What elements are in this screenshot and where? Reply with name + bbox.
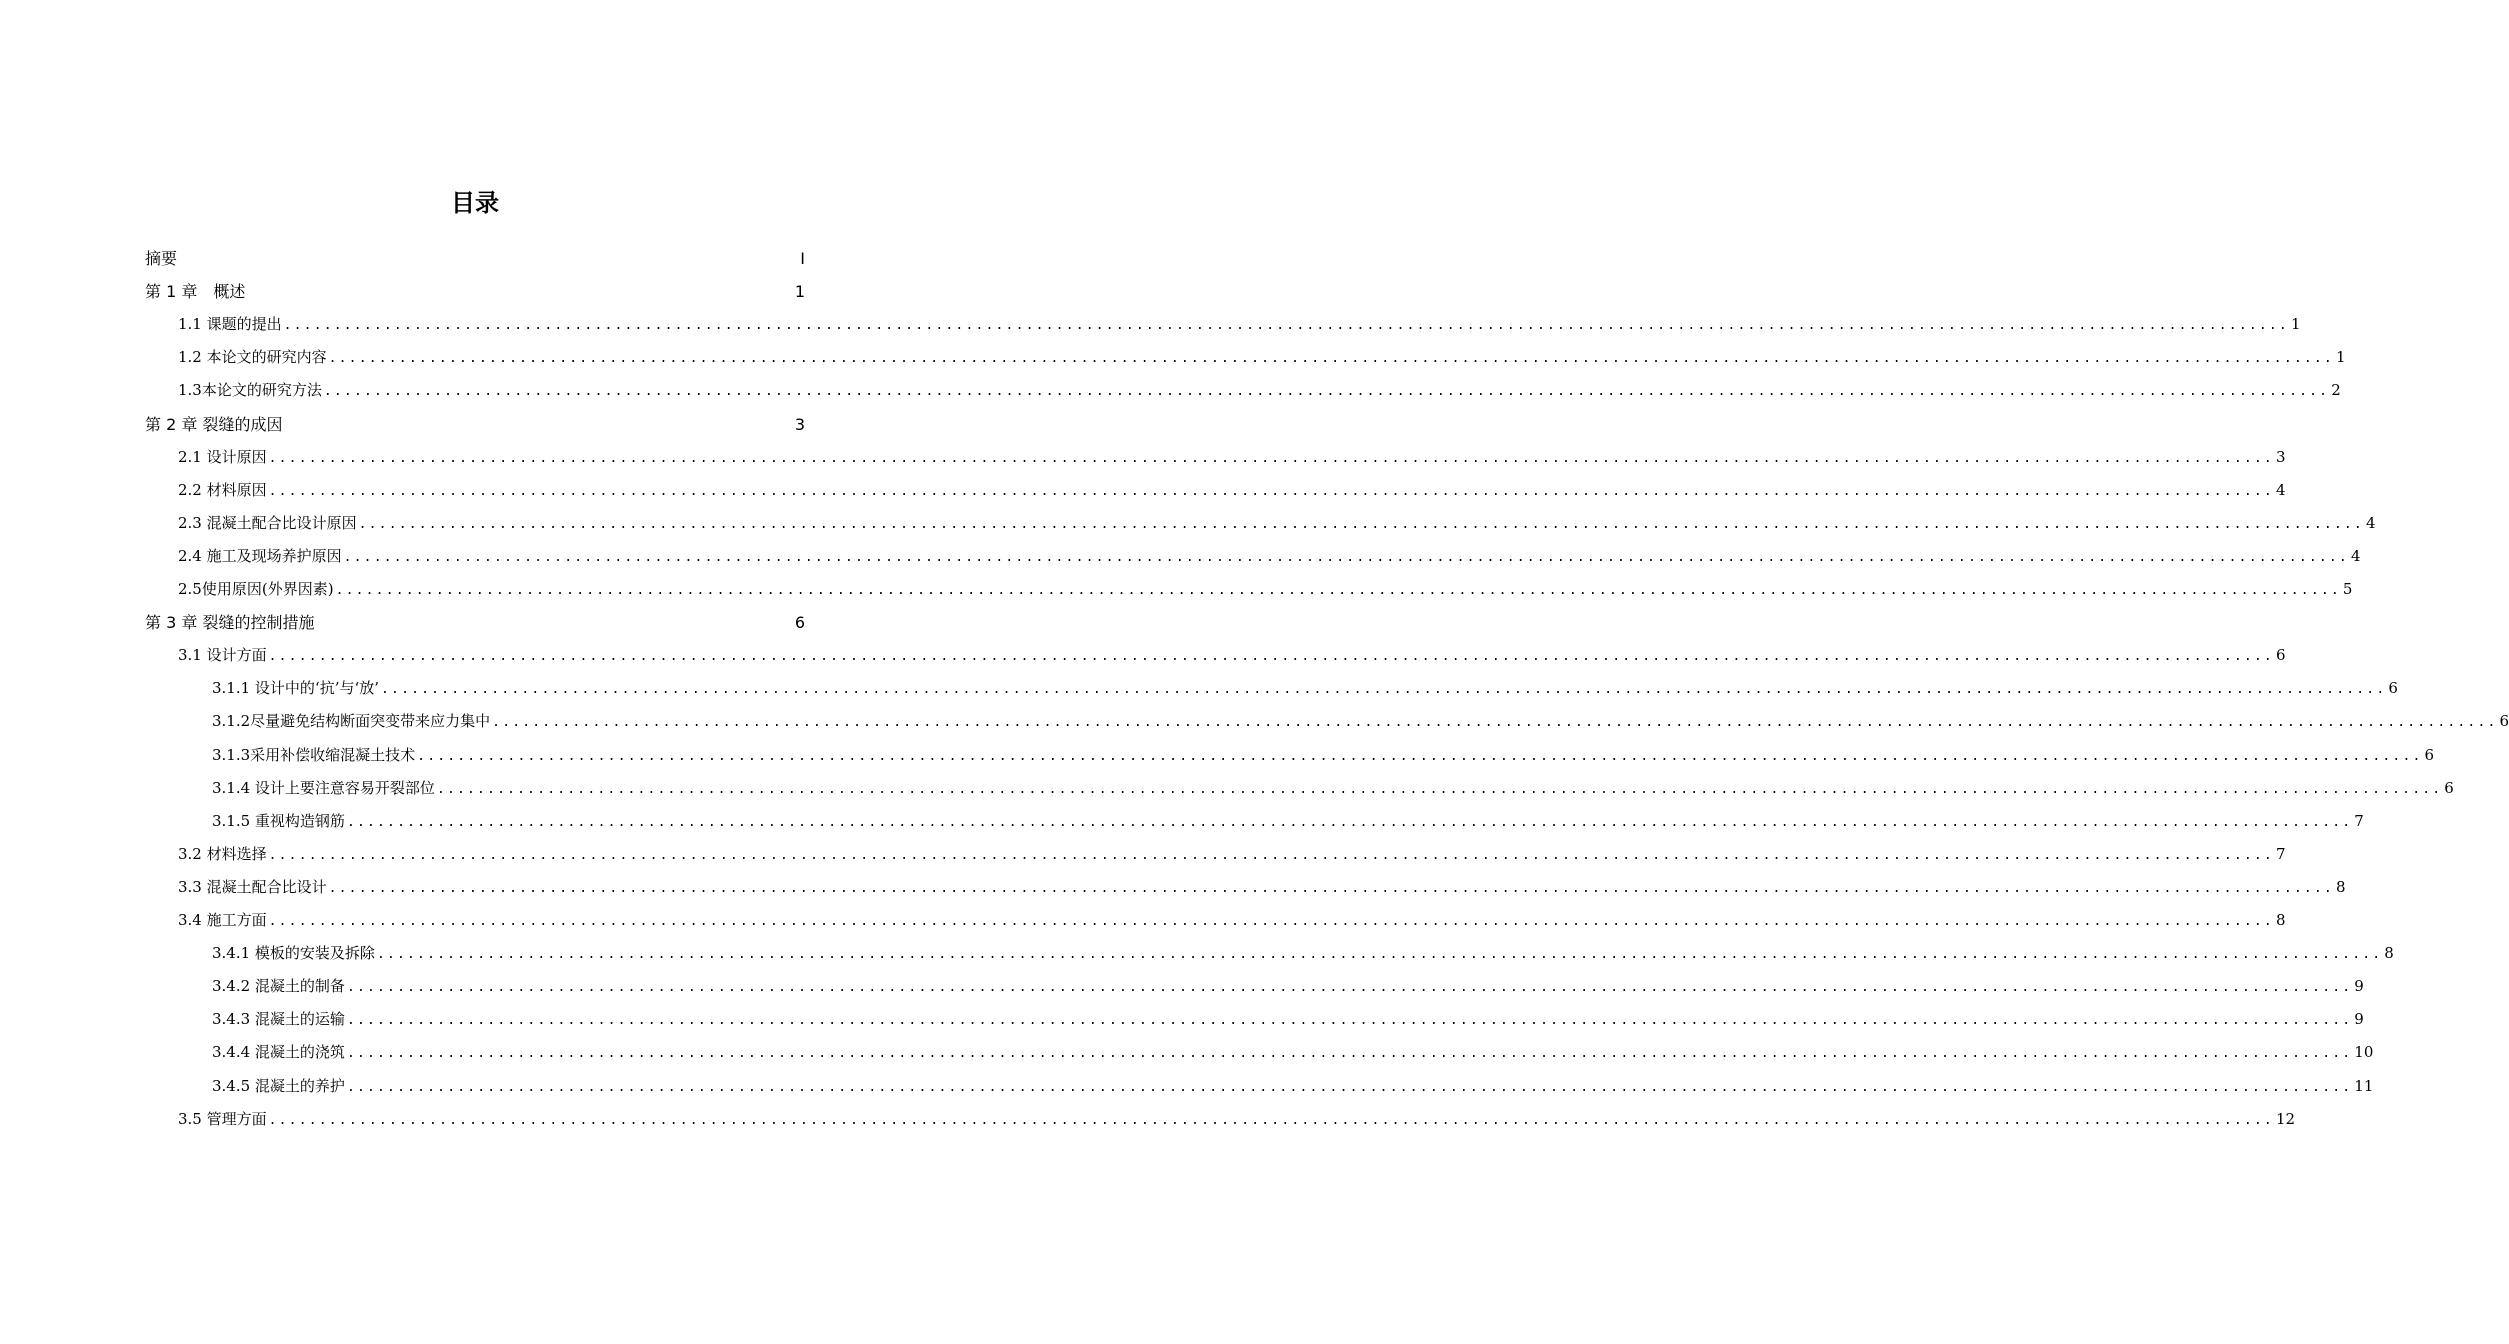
toc-page-number: 1	[794, 282, 805, 302]
toc-dot-leader: ........................................................................................................................................................................................................	[268, 450, 2274, 466]
toc-dot-leader: ........................................................................................................................................................................................................	[346, 1013, 2353, 1029]
toc-entry[interactable]	[212, 937, 2394, 970]
toc-dot-leader: ........................................................................................................................................................................................................	[492, 715, 2498, 731]
toc-entry-label: 3.1.2尽量避免结构断面突变带来应力集中	[212, 712, 491, 731]
toc-dot-leader: ........................................................................................................................................................................................................	[436, 781, 2443, 797]
toc-entry-label: 第 3 章 裂缝的控制措施	[145, 613, 315, 633]
toc-entry[interactable]	[145, 606, 805, 639]
toc-dot-leader: ........................................................................................................................................................................................................	[268, 914, 2274, 929]
toc-entry[interactable]	[212, 1070, 2374, 1103]
toc-entry[interactable]	[212, 772, 2454, 805]
toc-entry[interactable]	[178, 904, 2286, 937]
toc-entry-label: 1.1 课题的提出	[178, 315, 282, 334]
toc-page-number: 6	[2388, 679, 2398, 698]
toc-entry-label: 3.4.2 混凝土的制备	[212, 977, 345, 996]
toc-page-number: 6	[2275, 646, 2286, 665]
toc-entry[interactable]	[212, 1036, 2374, 1069]
toc-entry-label: 2.5使用原因(外界因素)	[178, 580, 334, 598]
toc-entry[interactable]	[145, 242, 805, 275]
toc-page-number: 3	[794, 414, 805, 434]
toc-page-number: 1	[2290, 315, 2301, 334]
toc-dot-leader: ........................................................................................................................................................................................................	[268, 1112, 2274, 1128]
toc-dot-leader: ........................................................................................................................................................................................................	[323, 384, 2330, 400]
toc-entry[interactable]	[178, 639, 2286, 672]
toc-entry-label: 3.4.3 混凝土的运输	[212, 1010, 345, 1029]
toc-entry[interactable]	[212, 805, 2364, 838]
toc-entry-label: 3.1.5 重视构造钢筋	[212, 811, 345, 830]
toc-dot-leader: ........................................................................................................................................................................................................	[343, 549, 2349, 565]
toc-page-number: 9	[2354, 977, 2364, 996]
toc-entry-label: 第 1 章 概述	[145, 282, 246, 302]
toc-entry-label: 摘要	[145, 249, 178, 268]
toc-entry[interactable]	[178, 871, 2346, 904]
toc-entry[interactable]	[212, 672, 2398, 705]
toc-dot-leader: ........................................................................................................................................................................................................	[328, 351, 2334, 367]
toc-entry-label: 3.2 材料选择	[178, 844, 267, 863]
toc-dot-leader: ........................................................................................................................................................................................................	[268, 649, 2274, 665]
toc-page-number: 12	[2275, 1109, 2296, 1128]
toc-entry[interactable]	[178, 374, 2341, 407]
toc-page-number: 8	[2335, 877, 2346, 896]
toc-entry[interactable]	[178, 573, 2353, 606]
toc-page-number: 8	[2275, 911, 2286, 929]
toc-page-number: 9	[2354, 1010, 2364, 1029]
toc-dot-leader: ........................................................................................................................................................................................................	[268, 847, 2274, 863]
toc-dot-leader: ........................................................................................................................................................................................................	[268, 483, 2274, 499]
toc-page-number: 4	[2275, 480, 2286, 499]
toc-entry[interactable]	[145, 275, 805, 308]
toc-entry[interactable]	[212, 739, 2435, 772]
toc-entry-label: 1.2 本论文的研究内容	[178, 348, 327, 367]
toc-entry[interactable]	[178, 341, 2346, 374]
toc-page-number: 6	[2424, 745, 2435, 764]
toc-entry[interactable]	[178, 308, 2301, 341]
toc-page-number: 11	[2354, 1076, 2374, 1095]
toc-page-number: 4	[2365, 513, 2376, 532]
toc-dot-leader: ........................................................................................................................................................................................................	[346, 1046, 2353, 1062]
toc-page-number: 5	[2342, 580, 2353, 598]
toc-entry-label: 2.2 材料原因	[178, 480, 267, 499]
toc-entry-label: 第 2 章 裂缝的成因	[145, 414, 283, 434]
toc-dot-leader: ........................................................................................................................................................................................................	[328, 880, 2334, 896]
toc-entry[interactable]	[212, 705, 2509, 738]
toc-page-number: 3	[2275, 447, 2286, 466]
toc-entry[interactable]	[212, 1003, 2364, 1036]
toc-entry-label: 3.1.4 设计上要注意容易开裂部位	[212, 778, 435, 797]
toc-entry-label: 3.5 管理方面	[178, 1109, 267, 1128]
toc-dot-leader: ........................................................................................................................................................................................................	[346, 1079, 2353, 1095]
toc-entry[interactable]	[178, 540, 2361, 573]
toc-entry[interactable]	[178, 1103, 2296, 1136]
toc-entry-label: 3.4.1 模板的安装及拆除	[212, 944, 375, 963]
toc-page-number: 2	[2331, 381, 2341, 400]
toc-entry-label: 2.4 施工及现场养护原因	[178, 546, 342, 565]
toc-entry[interactable]	[178, 441, 2286, 474]
toc-page-number: 6	[2499, 712, 2509, 731]
toc-entry-label: 2.1 设计原因	[178, 447, 267, 466]
toc-dot-leader: ........................................................................................................................................................................................................	[358, 516, 2364, 532]
toc-dot-leader: ........................................................................................................................................................................................................	[381, 682, 2387, 698]
toc-entry[interactable]	[145, 408, 805, 441]
toc-page-number: 6	[2444, 778, 2454, 797]
toc-page-number: 10	[2354, 1043, 2374, 1062]
toc-dot-leader: ........................................................................................................................................................................................................	[346, 814, 2353, 830]
toc-entry[interactable]	[178, 507, 2376, 540]
toc-dot-leader: ........................................................................................................................................................................................................	[417, 748, 2423, 764]
toc-entry-label: 3.4.4 混凝土的浇筑	[212, 1043, 345, 1062]
toc-entry[interactable]	[178, 838, 2286, 871]
toc-entry[interactable]	[212, 970, 2364, 1003]
toc-dot-leader: ........................................................................................................................................................................................................	[335, 583, 2341, 598]
toc-entry-label: 3.1 设计方面	[178, 646, 267, 665]
toc-entry-label: 3.4 施工方面	[178, 911, 267, 929]
toc-page-number: 8	[2384, 944, 2394, 963]
toc-entry-label: 3.4.5 混凝土的养护	[212, 1076, 345, 1095]
toc-page-number: 7	[2275, 844, 2286, 863]
toc-entry-label: 3.1.1 设计中的‘抗’与‘放’	[212, 679, 380, 698]
toc-page-number: 7	[2354, 811, 2364, 830]
toc-entry-label: 2.3 混凝土配合比设计原因	[178, 513, 357, 532]
toc-dot-leader: ........................................................................................................................................................................................................	[283, 318, 2289, 334]
toc-dot-leader: ........................................................................................................................................................................................................	[376, 947, 2383, 963]
toc-page-number: 4	[2350, 546, 2361, 565]
toc-entry[interactable]	[178, 474, 2286, 507]
toc-page-number: 1	[2335, 348, 2346, 367]
toc-dot-leader: ........................................................................................................................................................................................................	[346, 980, 2353, 996]
toc-entry-label: 3.1.3采用补偿收缩混凝土技术	[212, 745, 416, 764]
toc-page-number: I	[800, 249, 805, 268]
toc-page-number: 6	[794, 613, 805, 633]
toc-entry-label: 3.3 混凝土配合比设计	[178, 877, 327, 896]
toc-entry-label: 1.3本论文的研究方法	[178, 381, 322, 400]
page-title: 目录	[451, 189, 499, 217]
